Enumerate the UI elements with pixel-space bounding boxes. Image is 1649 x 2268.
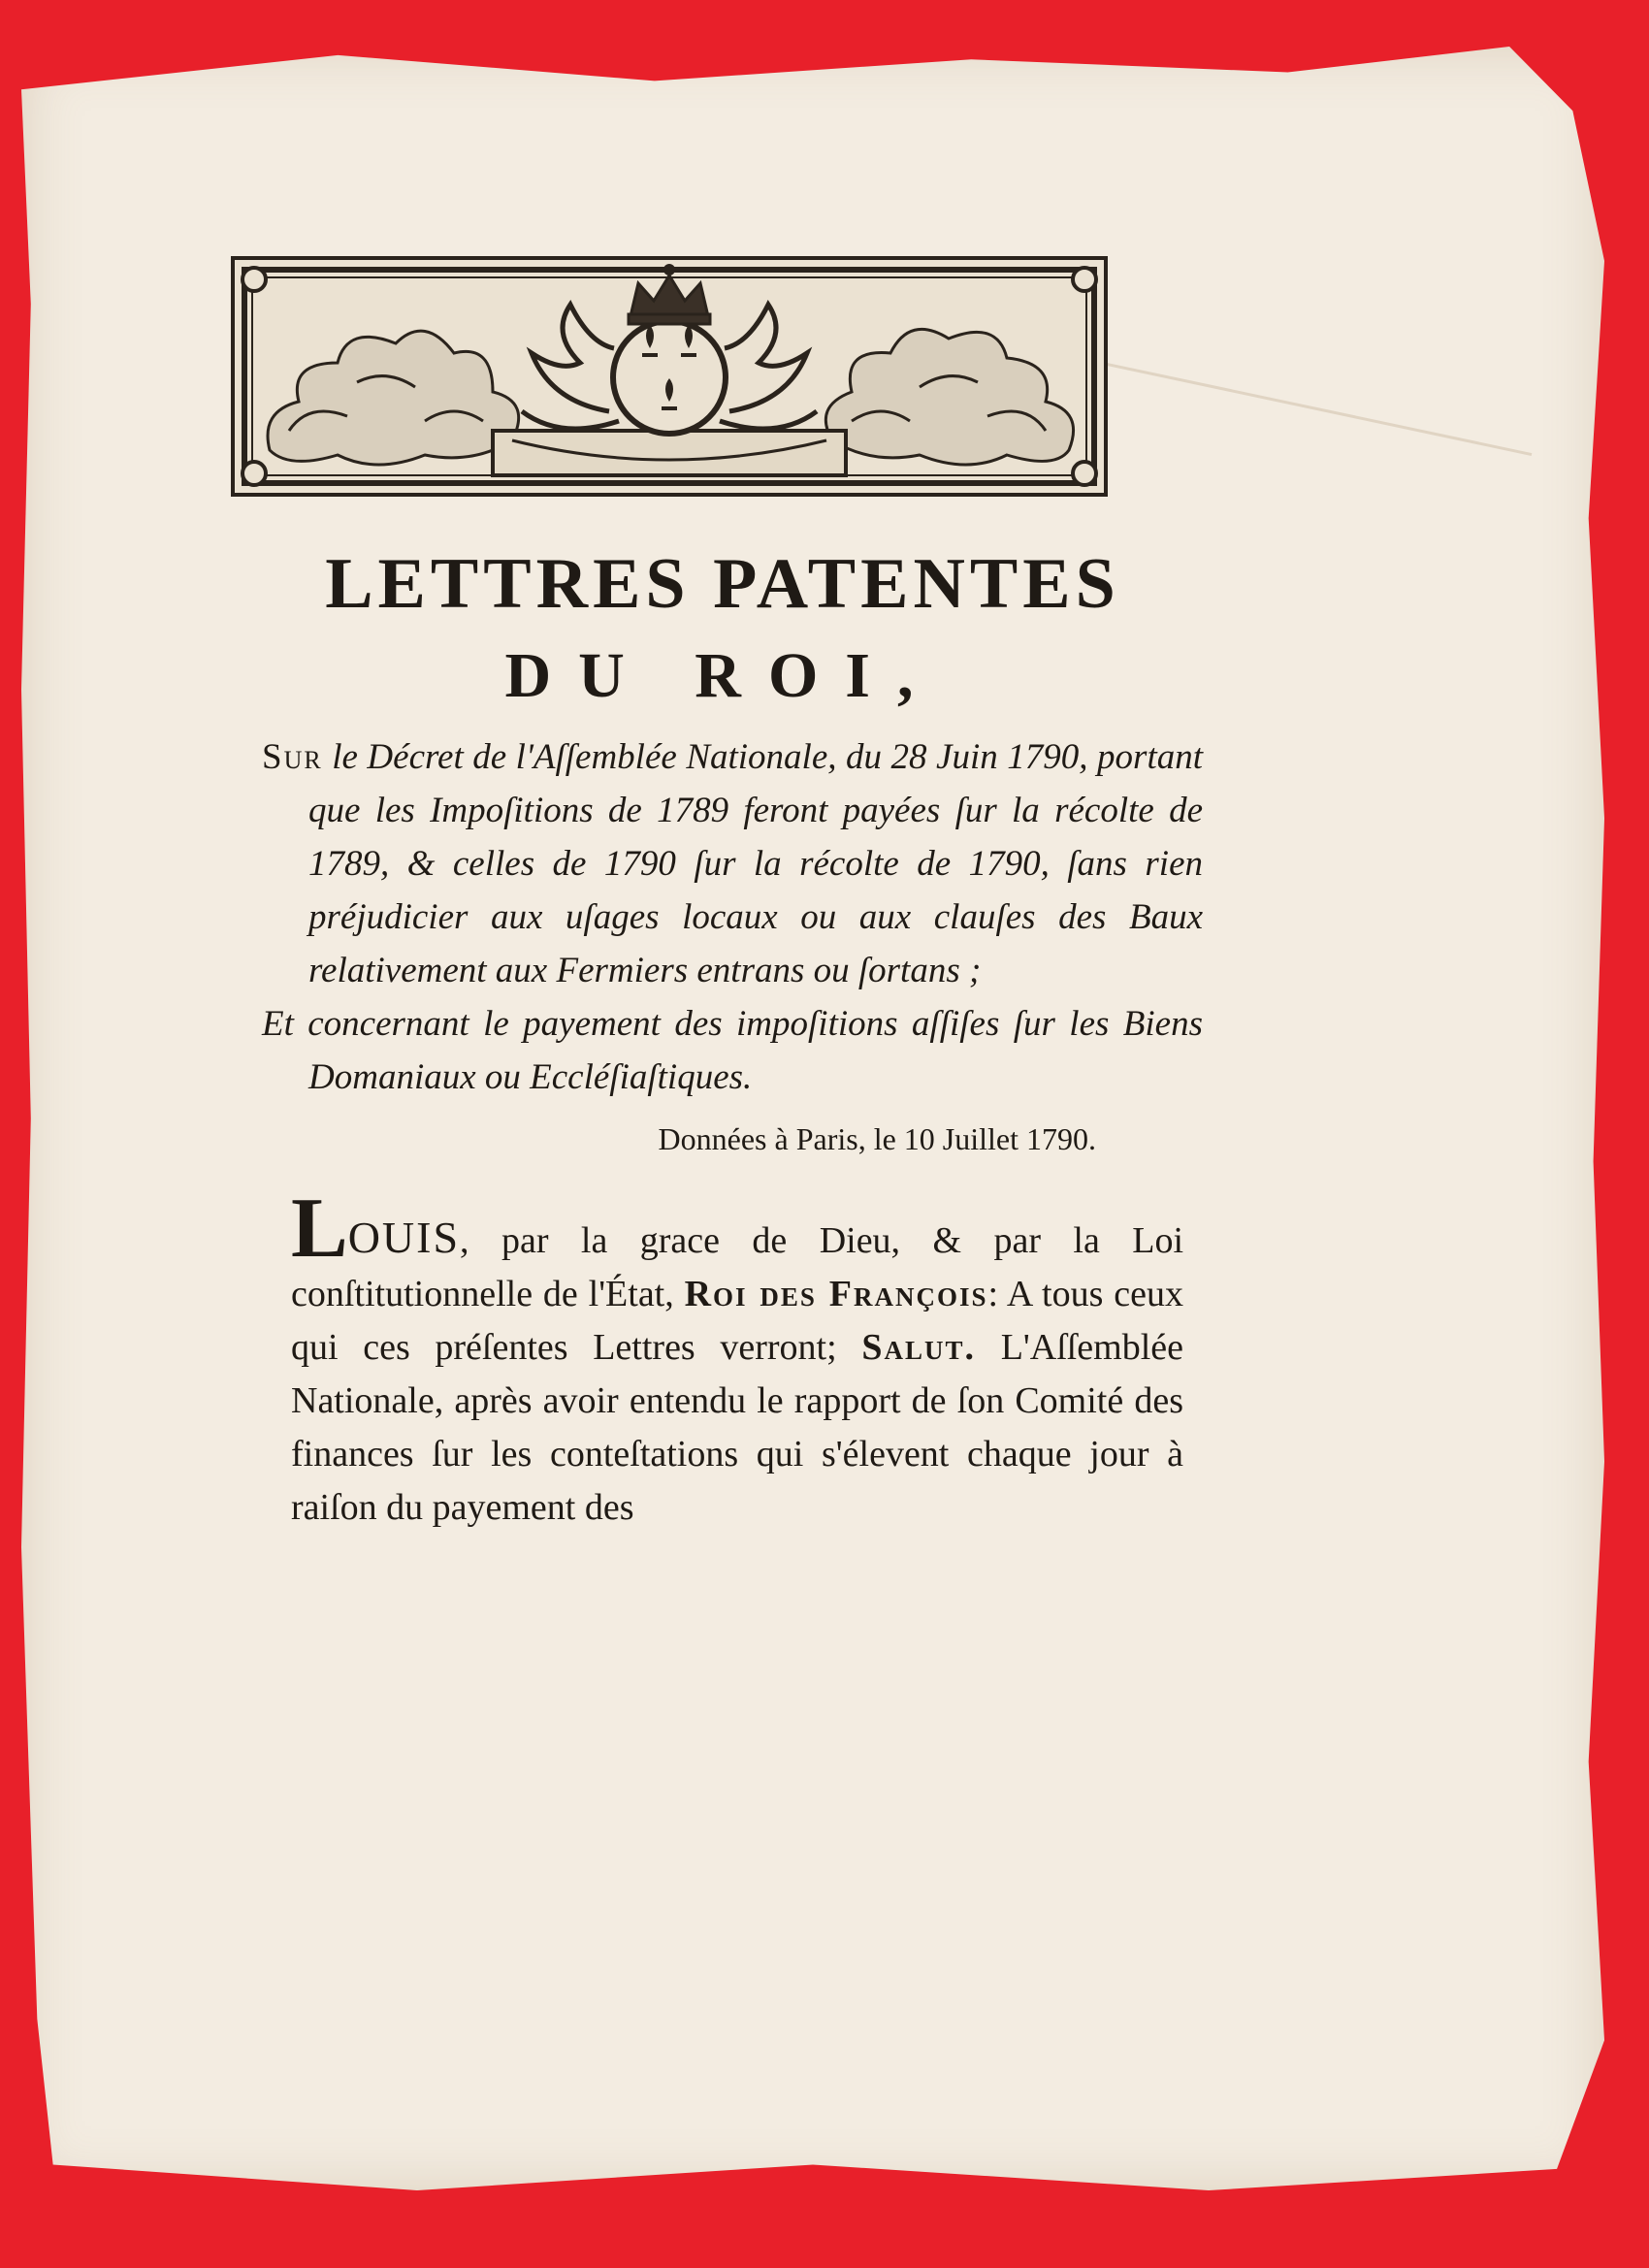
title-line1: LETTRES PATENTES <box>325 544 1120 624</box>
document-content <box>242 543 1203 1535</box>
body-part2: : A tous ceux qui ces préſentes Lettres verront; <box>291 1274 1183 1368</box>
body-king: Roi des François <box>684 1274 988 1314</box>
body-paragraph <box>291 1182 1184 1535</box>
decree-paragraph-2: Et concernant le payement des impoſitions aſſiſes ſur les Biens Domaniaux ou Eccléſiaſtiques. <box>262 1004 1203 1097</box>
drop-cap: L <box>291 1182 348 1276</box>
body-salut: Salut. <box>861 1327 977 1368</box>
royal-crown-fleur-de-lis-vignette <box>231 256 1108 497</box>
decree-lead: Sur <box>262 737 323 777</box>
body-part3: L'Aſſemblée Nationale, après avoir entendu le rapport de ſon Comité des finances ſur les conteſtations qui s'élevent chaque jour à raiſon du payement des <box>291 1327 1184 1528</box>
title-line2: DU ROI, <box>504 640 941 711</box>
date-line: Données à Paris, le 10 Juillet 1790. <box>658 1121 1096 1156</box>
decree-text: le Décret de l'Aſſemblée Nationale, du 28 Juin 1790, portant que les Impoſitions de 1789 feront payées ſur la récolte de 1789, & celles de 1790 ſur la récolte de 1790, ſans rien préjudicier aux uſages locaux ou aux clauſes des Baux relativement aux Fermiers entrans ou ſortans ; <box>308 737 1203 990</box>
body-lead: OUIS <box>347 1213 461 1262</box>
decree-paragraph <box>262 730 1203 997</box>
body-part1: , par la grace de Dieu, & par la Loi conſtitutionnelle de l'État, <box>291 1220 1183 1314</box>
